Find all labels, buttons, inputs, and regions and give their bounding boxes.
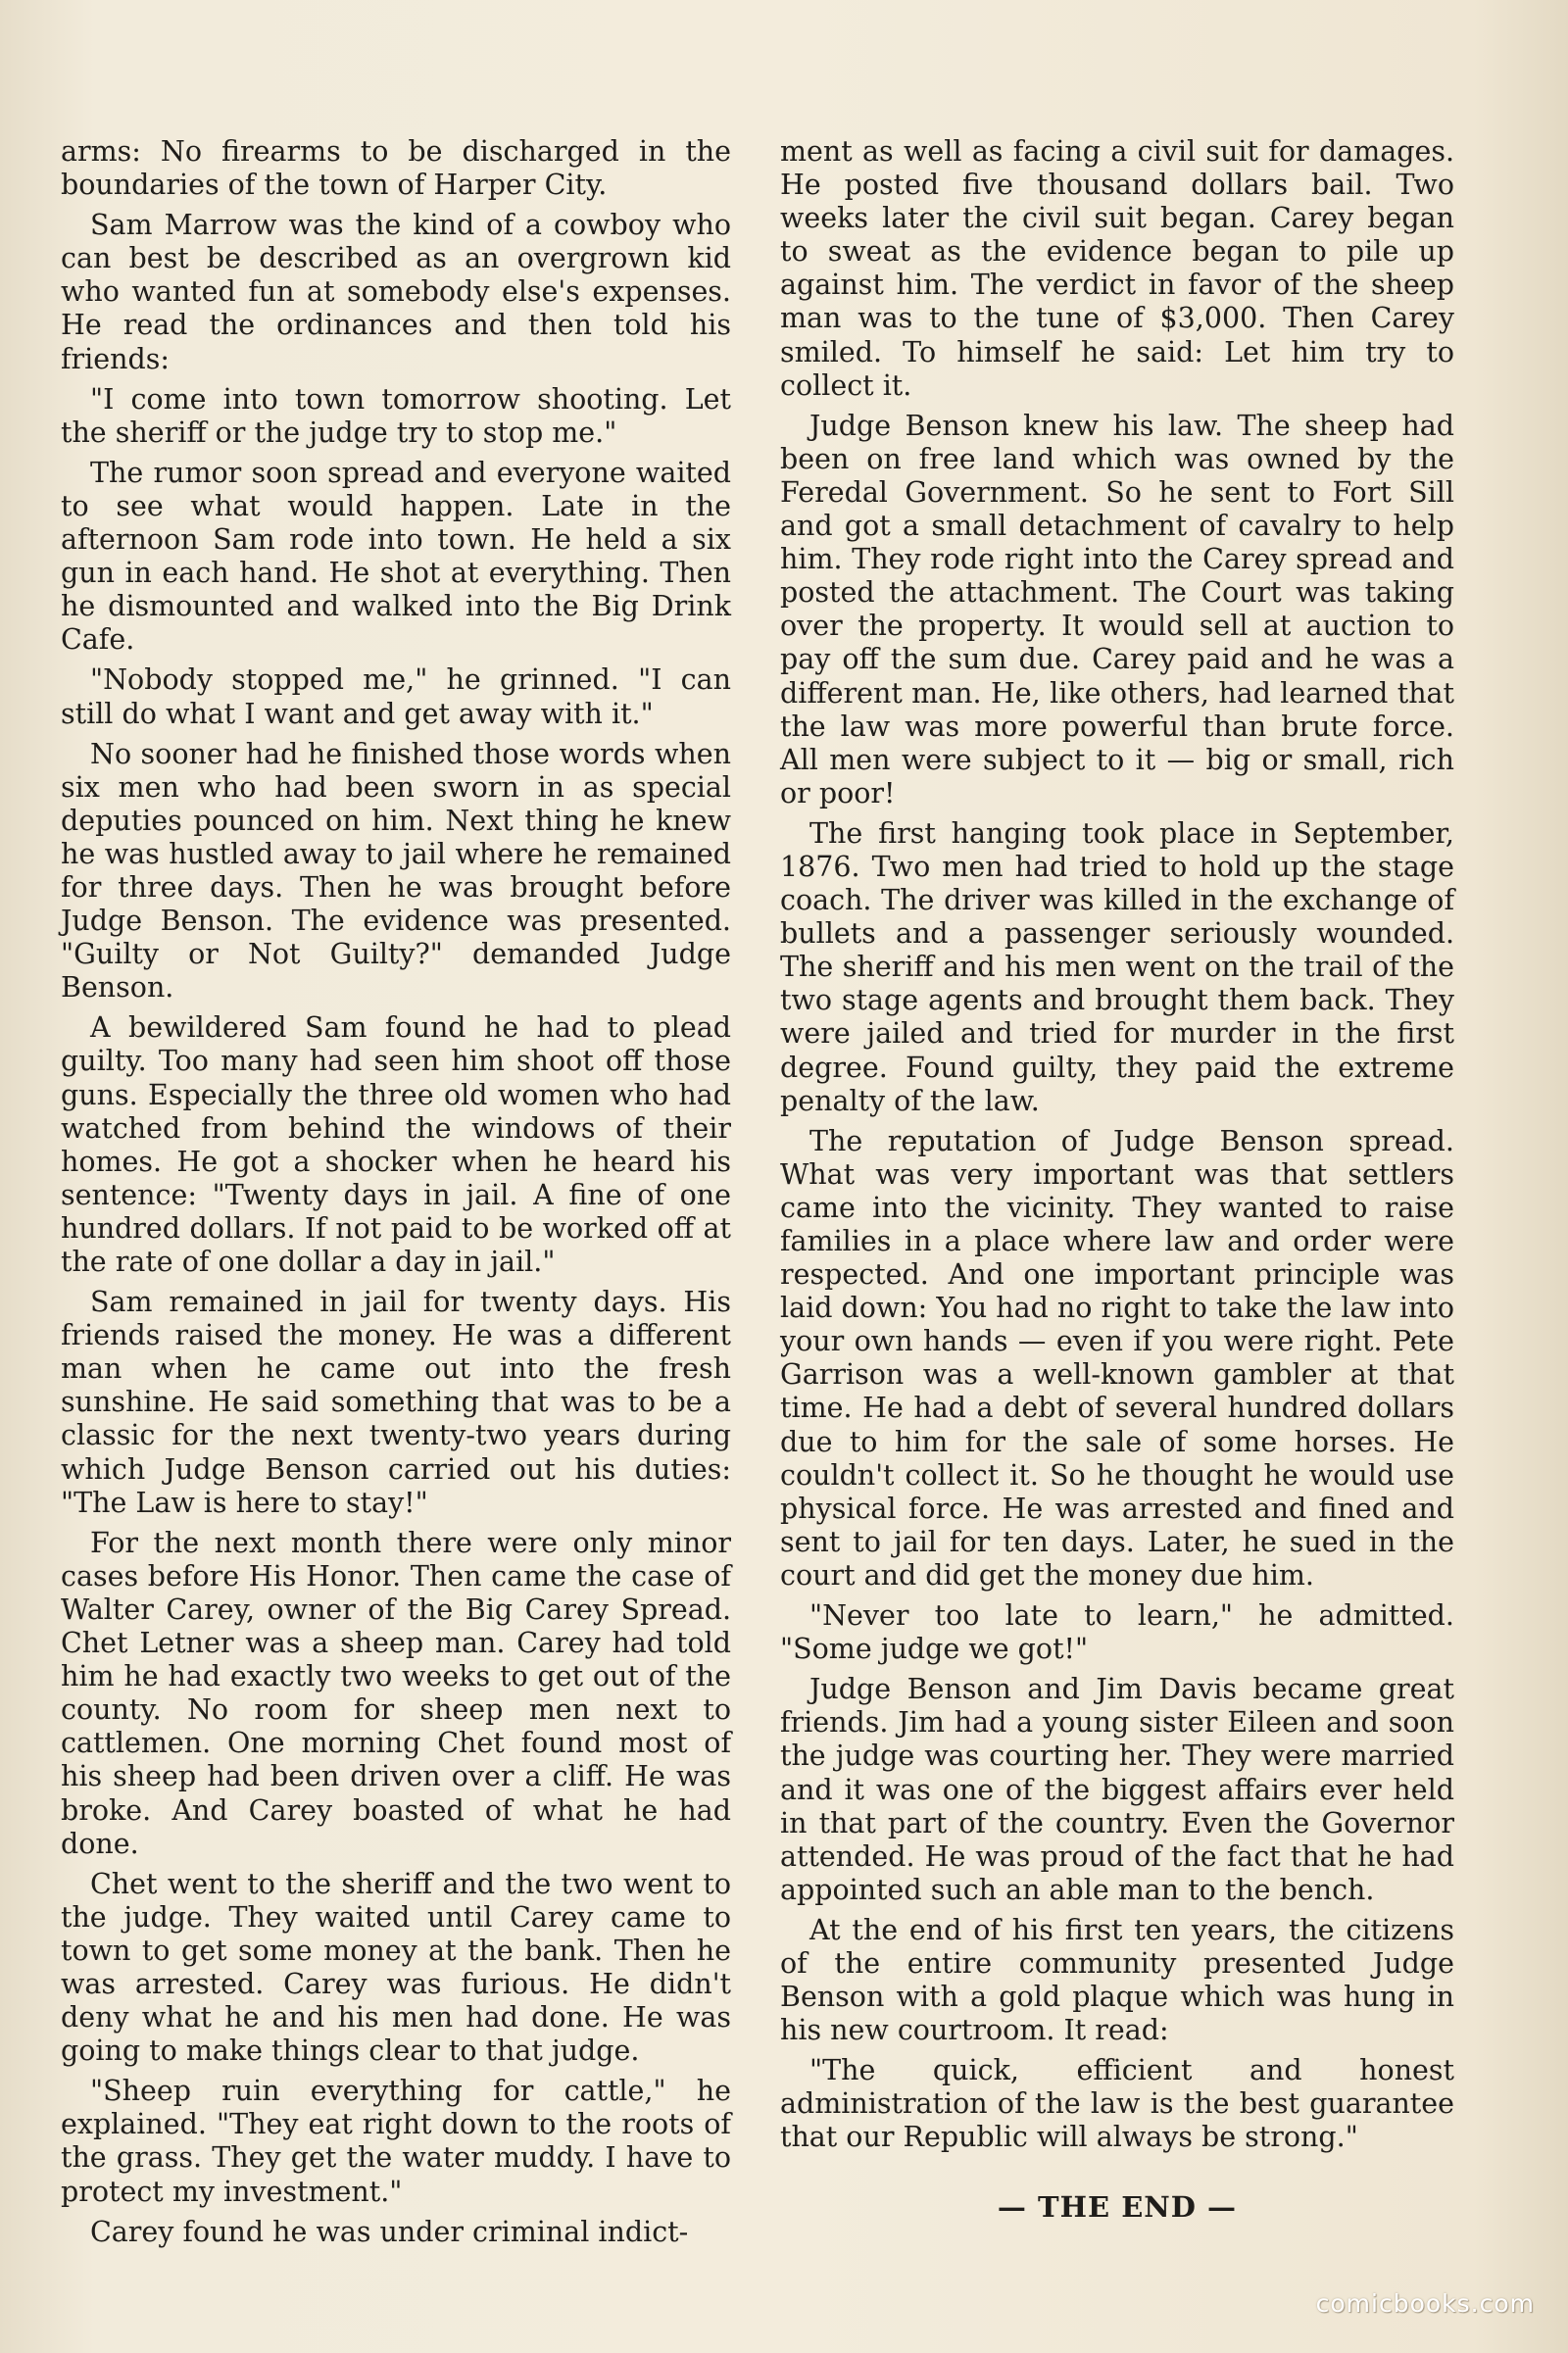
paragraph: arms: No firearms to be discharged in the boundaries of the town of Harper City.: [61, 135, 731, 202]
paragraph: ment as well as facing a civil suit for damages. He posted five thousand dollars bail. Two weeks later the civil suit began. Carey began to sweat as the evidence began to pile up against him. The verdict in favor of the sheep man was to the tune of $3,000. Then Carey smiled. To himself he said: Let him try to collect it.: [780, 135, 1454, 402]
paragraph: "I come into town tomorrow shooting. Let the sheriff or the judge try to stop me.": [61, 382, 731, 449]
paragraph: No sooner had he finished those words when six men who had been sworn in as special deputies pounced on him. Next thing he knew he was hustled away to jail where he remained for three days. Then he was brought before Judge Benson. The evidence was presented. "Guilty or Not Guilty?" demanded Judge Benson.: [61, 737, 731, 1005]
paragraph: A bewildered Sam found he had to plead guilty. Too many had seen him shoot off those guns. Especially the three old women who had watched from behind the windows of their homes. He got a shocker when he heard his sentence: "Twenty days in jail. A fine of one hundred dollars. If not paid to be worked off at the rate of one dollar a day in jail.": [61, 1011, 731, 1278]
paragraph: Carey found he was under criminal indict-: [90, 2215, 689, 2248]
left-column: [61, 135, 731, 2256]
paragraph: Sam remained in jail for twenty days. His friends raised the money. He was a different man when he came out into the fresh sunshine. He said something that was to be a classic for the next twenty-two years during which Judge Benson carried out his duties: "The Law is here to stay!": [61, 1286, 731, 1519]
paragraph: Chet went to the sheriff and the two went to the judge. They waited until Carey came to town to get some money at the bank. Then he was arrested. Carey was furious. He didn't deny what he and his men had done. He was going to make things clear to that judge.: [61, 1867, 731, 2068]
right-column: [780, 135, 1454, 2224]
paragraph: For the next month there were only minor cases before His Honor. Then came the case of Walter Carey, owner of the Big Carey Spread. Chet Letner was a sheep man. Carey had told him he had exactly two weeks to get out of the county. No room for sheep men next to cattlemen. One morning Chet found most of his sheep had been driven over a cliff. He was broke. And Carey boasted of what he had done.: [61, 1526, 731, 1860]
the-end-mark: — THE END —: [997, 2189, 1238, 2224]
paragraph: Judge Benson knew his law. The sheep had been on free land which was owned by the Feredal Government. So he sent to Fort Sill and got a small detachment of cavalry to help him. They rode right into the Carey spread and posted the attachment. The Court was taking over the property. It would sell at auction to pay off the sum due. Carey paid and he was a different man. He, like others, had learned that the law was more powerful than brute force. All men were subject to it — big or small, rich or poor!: [780, 409, 1454, 809]
paragraph: Sam Marrow was the kind of a cowboy who can best be described as an overgrown kid who wanted fun at somebody else's expenses. He read the ordinances and then told his friends:: [61, 209, 731, 375]
quote-paragraph: "The quick, efficient and honest administration of the law is the best guarantee that our Republic will always be strong.": [780, 2054, 1454, 2154]
site-watermark: comicbooks.com: [1315, 2289, 1535, 2318]
paragraph: The rumor soon spread and everyone waited to see what would happen. Late in the afternoon Sam rode into town. He held a six gun in each hand. He shot at everything. Then he dismounted and walked into the Big Drink Cafe.: [61, 456, 731, 657]
paragraph: "Nobody stopped me," he grinned. "I can still do what I want and get away with it.": [61, 663, 731, 730]
paragraph: "Sheep ruin everything for cattle," he explained. "They eat right down to the roots of the grass. They get the water muddy. I have to protect my investment.": [61, 2075, 731, 2208]
paragraph: The first hanging took place in September, 1876. Two men had tried to hold up the stage coach. The driver was killed in the exchange of bullets and a passenger seriously wounded. The sheriff and his men went on the trail of the two stage agents and brought them back. They were jailed and tried for murder in the first degree. Found guilty, they paid the extreme penalty of the law.: [780, 816, 1454, 1117]
paragraph: At the end of his first ten years, the citizens of the entire community presented Judge Benson with a gold plaque which was hung in his new courtroom. It read:: [780, 1913, 1454, 2047]
paragraph: The reputation of Judge Benson spread. What was very important was that settlers came into the vicinity. They wanted to raise families in a place where law and order were respected. And one important principle was laid down: You had no right to take the law into your own hands — even if you were right. Pete Garrison was a well-known gambler at that time. He had a debt of several hundred dollars due to him for the sale of some horses. He couldn't collect it. So he thought he would use physical force. He was arrested and fined and sent to jail for ten days. Later, he sued in the court and did get the money due him.: [780, 1124, 1455, 1592]
paragraph: Judge Benson and Jim Davis became great friends. Jim had a young sister Eileen and soon the judge was courting her. They were married and it was one of the biggest affairs ever held in that part of the country. Even the Governor attended. He was proud of the fact that he had appointed such an able man to the bench.: [780, 1673, 1454, 1906]
paragraph: "Never too late to learn," he admitted. "Some judge we got!": [780, 1599, 1454, 1666]
